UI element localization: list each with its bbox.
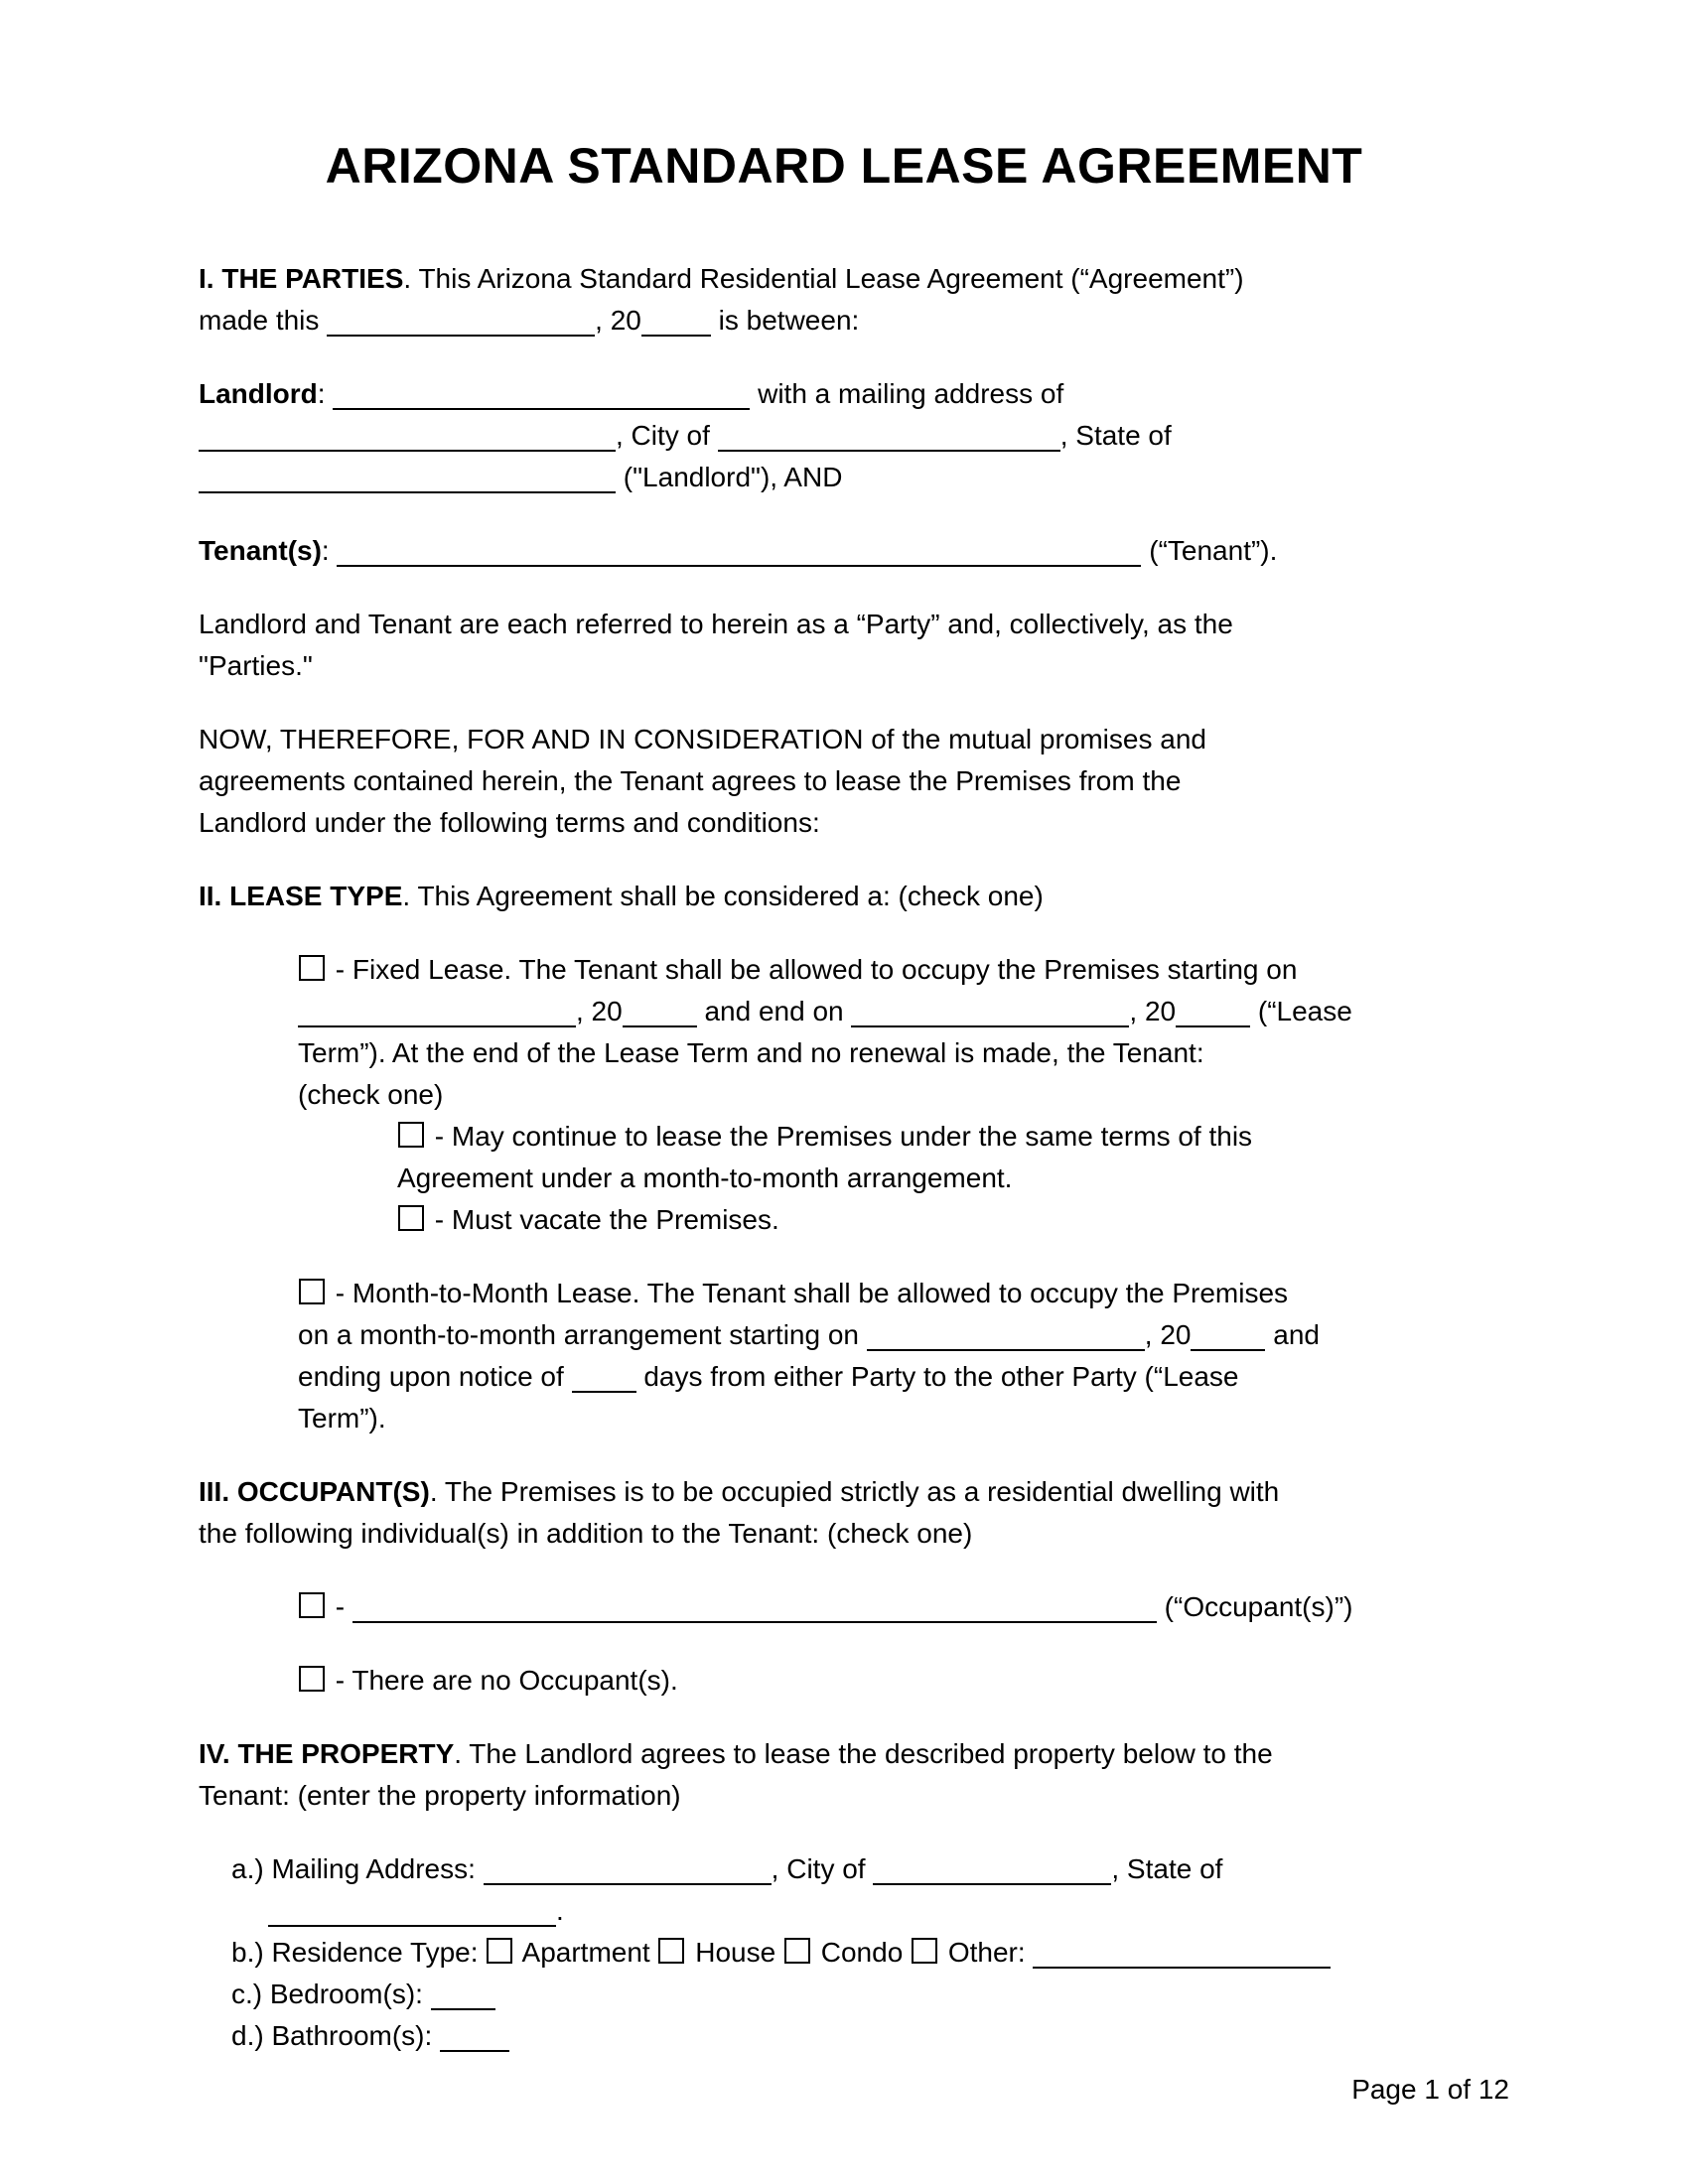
- text-run: a.) Mailing Address:: [231, 1853, 484, 1884]
- landlord-state-blank[interactable]: [199, 462, 616, 493]
- text-run: d.) Bathroom(s):: [231, 2020, 441, 2051]
- text-run: , State of: [1059, 420, 1172, 451]
- fixed-end-year-blank[interactable]: [1176, 996, 1250, 1027]
- text-run: , City of: [771, 1853, 874, 1884]
- mtm-notice-days-blank[interactable]: [572, 1361, 636, 1393]
- mtm-start-date-blank[interactable]: [867, 1319, 1145, 1351]
- page-title: ARIZONA STANDARD LEASE AGREEMENT: [325, 138, 1363, 194]
- fixed-lease-checkbox[interactable]: [299, 955, 325, 981]
- text-run: (“Occupant(s)”): [1156, 1591, 1353, 1622]
- continue-month-to-month-checkbox[interactable]: [398, 1122, 424, 1148]
- text-run: ending upon notice of: [298, 1361, 572, 1392]
- text-run: Landlord under the following terms and conditions:: [199, 807, 820, 838]
- no-occupants-option: [298, 1660, 1489, 1702]
- occupants-listed-checkbox[interactable]: [299, 1592, 325, 1618]
- property-mailing-address-item: [231, 1848, 1489, 1932]
- text-run: and: [1265, 1319, 1320, 1350]
- house-checkbox[interactable]: [658, 1938, 684, 1964]
- text-run: the following individual(s) in addition to the Tenant: (check one): [199, 1518, 973, 1549]
- fixed-lease-vacate-option: [397, 1199, 1489, 1241]
- text-run: Condo: [812, 1937, 912, 1968]
- text-run: with a mailing address of: [750, 378, 1064, 409]
- residence-other-blank[interactable]: [1033, 1937, 1331, 1969]
- other-checkbox[interactable]: [912, 1938, 937, 1964]
- occupant-names-option: [298, 1586, 1489, 1628]
- landlord-address-blank[interactable]: [199, 420, 616, 452]
- text-run: is between:: [710, 305, 860, 336]
- bold-text-run: IV. THE PROPERTY: [199, 1738, 455, 1769]
- property-residence-type-item: [231, 1932, 1489, 1974]
- agreement-day-blank[interactable]: [327, 305, 595, 337]
- text-run: -: [328, 1591, 352, 1622]
- bold-text-run: I. THE PARTIES: [199, 263, 404, 294]
- text-run: :: [317, 378, 334, 409]
- text-run: - Must vacate the Premises.: [427, 1204, 779, 1235]
- text-run: . This Agreement shall be considered a: (check one): [402, 881, 1044, 911]
- text-run: , 20: [1144, 1319, 1192, 1350]
- document-body: [199, 258, 1489, 2057]
- property-state-blank[interactable]: [268, 1895, 556, 1927]
- landlord-name-blank[interactable]: [333, 378, 750, 410]
- fixed-end-date-blank[interactable]: [851, 996, 1129, 1027]
- text-run: (check one): [298, 1079, 444, 1110]
- property-bedrooms-item: [231, 1974, 1489, 2015]
- lease-type-heading-paragraph: [199, 876, 1489, 917]
- text-run: - Month-to-Month Lease. The Tenant shall be allowed to occupy the Premises: [328, 1278, 1289, 1308]
- consideration-paragraph: [199, 719, 1489, 844]
- fixed-start-date-blank[interactable]: [298, 996, 576, 1027]
- text-run: .: [556, 1895, 564, 1926]
- text-run: b.) Residence Type:: [231, 1937, 487, 1968]
- parties-reference-paragraph: [199, 604, 1489, 687]
- document-content: [199, 137, 1489, 2057]
- text-run: Term”).: [298, 1403, 386, 1433]
- apartment-checkbox[interactable]: [487, 1938, 512, 1964]
- text-run: Landlord and Tenant are each referred to herein as a “Party” and, collectively, as the: [199, 609, 1233, 639]
- text-run: - Fixed Lease. The Tenant shall be allowed to occupy the Premises starting on: [328, 954, 1298, 985]
- condo-checkbox[interactable]: [784, 1938, 810, 1964]
- month-to-month-checkbox[interactable]: [299, 1279, 325, 1304]
- bathrooms-blank[interactable]: [440, 2020, 509, 2052]
- landlord-paragraph: [199, 373, 1489, 498]
- occupant-names-blank[interactable]: [352, 1591, 1157, 1623]
- text-run: "Parties.": [199, 650, 313, 681]
- fixed-lease-continue-option: [397, 1116, 1489, 1199]
- no-occupants-checkbox[interactable]: [299, 1666, 325, 1692]
- text-run: days from either Party to the other Party (“Lease: [635, 1361, 1239, 1392]
- agreement-year-blank[interactable]: [641, 305, 711, 337]
- text-run: , State of: [1111, 1853, 1223, 1884]
- text-run: :: [321, 535, 338, 566]
- tenant-names-blank[interactable]: [337, 535, 1141, 567]
- text-run: , City of: [616, 420, 718, 451]
- text-run: House: [687, 1937, 783, 1968]
- text-run: (“Lease: [1250, 996, 1352, 1026]
- text-run: . The Landlord agrees to lease the described property below to the: [454, 1738, 1273, 1769]
- property-bathrooms-item: [231, 2015, 1489, 2057]
- text-run: , 20: [576, 996, 623, 1026]
- text-run: - May continue to lease the Premises under the same terms of this: [427, 1121, 1253, 1152]
- landlord-city-blank[interactable]: [718, 420, 1060, 452]
- text-run: , 20: [595, 305, 641, 336]
- property-address-blank[interactable]: [484, 1853, 772, 1885]
- text-run: Agreement under a month-to-month arrangement.: [397, 1162, 1013, 1193]
- text-run: . This Arizona Standard Residential Lease Agreement (“Agreement”): [403, 263, 1244, 294]
- text-run: Apartment: [515, 1937, 658, 1968]
- bold-text-run: II. LEASE TYPE: [199, 881, 403, 911]
- text-run: c.) Bedroom(s):: [231, 1979, 431, 2009]
- page-number: Page 1 of 12: [1351, 2074, 1509, 2105]
- text-run: agreements contained herein, the Tenant agrees to lease the Premises from the: [199, 765, 1182, 796]
- bold-text-run: Landlord: [199, 378, 318, 409]
- bedrooms-blank[interactable]: [431, 1979, 495, 2010]
- text-run: . The Premises is to be occupied strictly as a residential dwelling with: [429, 1476, 1280, 1507]
- bold-text-run: Tenant(s): [199, 535, 322, 566]
- text-run: Other:: [940, 1937, 1034, 1968]
- text-run: Tenant: (enter the property information): [199, 1780, 681, 1811]
- text-run: and end on: [696, 996, 852, 1026]
- text-run: NOW, THEREFORE, FOR AND IN CONSIDERATION of the mutual promises and: [199, 724, 1206, 754]
- must-vacate-checkbox[interactable]: [398, 1205, 424, 1231]
- text-run: on a month-to-month arrangement starting on: [298, 1319, 867, 1350]
- occupants-paragraph: [199, 1471, 1489, 1555]
- text-run: (“Tenant”).: [1141, 535, 1278, 566]
- property-city-blank[interactable]: [873, 1853, 1111, 1885]
- text-run: made this: [199, 305, 328, 336]
- text-run: ("Landlord"), AND: [616, 462, 843, 492]
- tenant-paragraph: [199, 530, 1489, 572]
- fixed-start-year-blank[interactable]: [623, 996, 697, 1027]
- fixed-lease-option: [298, 949, 1489, 1116]
- text-run: - There are no Occupant(s).: [328, 1665, 678, 1696]
- property-paragraph: [199, 1733, 1489, 1817]
- text-run: , 20: [1129, 996, 1177, 1026]
- text-run: Term”). At the end of the Lease Term and no renewal is made, the Tenant:: [298, 1037, 1204, 1068]
- parties-paragraph: [199, 258, 1489, 341]
- bold-text-run: III. OCCUPANT(S): [199, 1476, 430, 1507]
- mtm-start-year-blank[interactable]: [1191, 1319, 1265, 1351]
- month-to-month-option: [298, 1273, 1489, 1439]
